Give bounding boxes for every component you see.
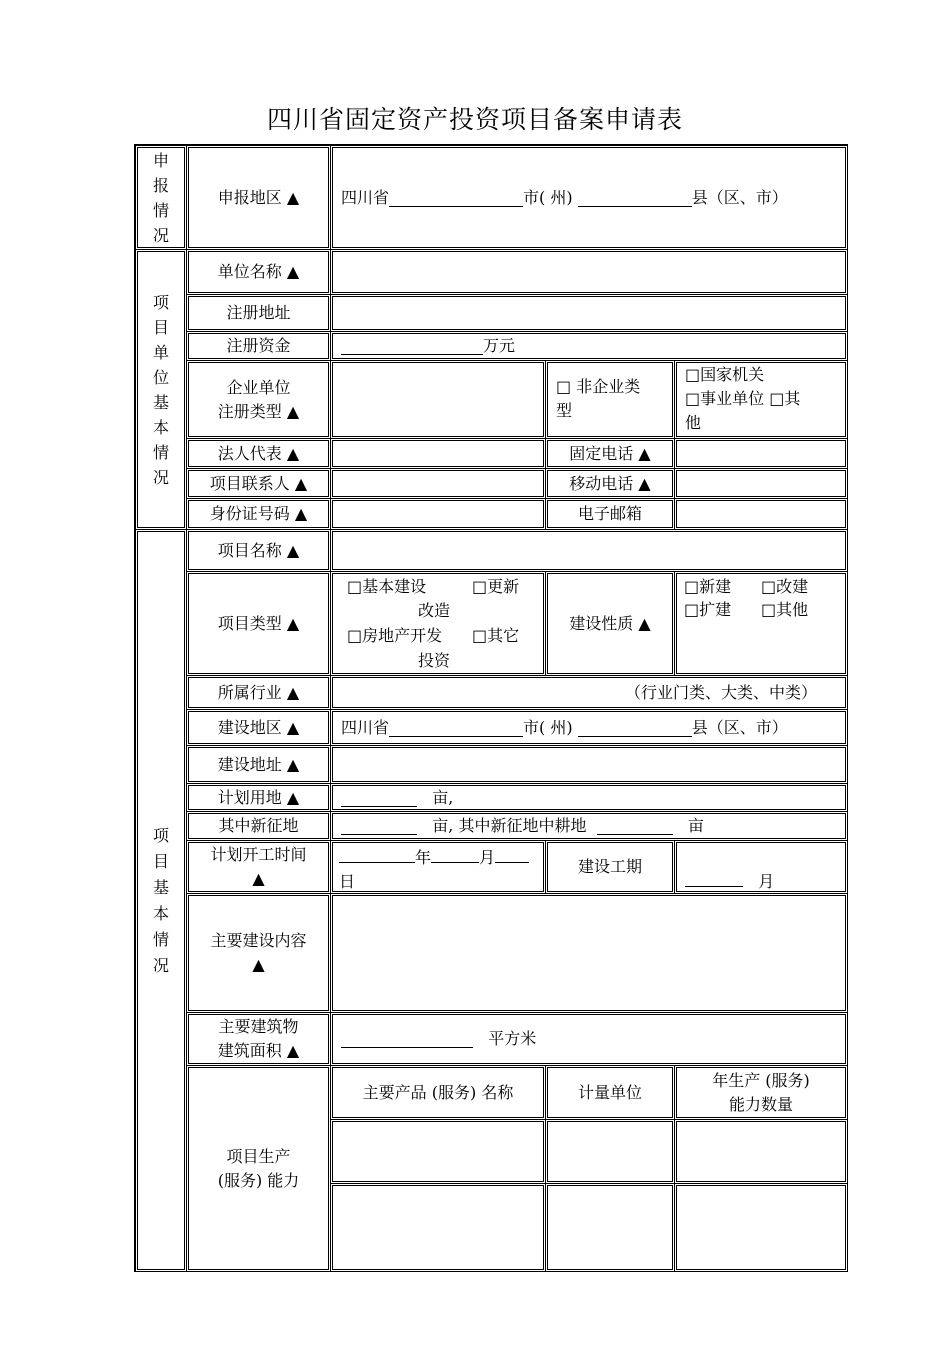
label-mobile: 移动电话 ▲	[545, 468, 675, 499]
option-real-estate[interactable]: □房地产开发	[347, 626, 443, 645]
org-type-options[interactable]: □国家机关 □事业单位 □其 他	[674, 360, 848, 439]
field-mobile[interactable]	[674, 468, 848, 499]
option-expand[interactable]: □扩建	[684, 600, 732, 619]
field-new-land[interactable]: 亩, 其中新征地中耕地 亩	[330, 811, 848, 841]
header-annual-capacity: 年生产 (服务) 能力数量	[674, 1065, 848, 1120]
label-main-content: 主要建设内容 ▲	[186, 893, 331, 1013]
field-industry[interactable]: （行业门类、大类、中类）	[330, 675, 848, 710]
section-unit-info: 项目单位基本情况	[135, 249, 187, 530]
field-email[interactable]	[674, 498, 848, 530]
capacity-row-1-amount[interactable]	[674, 1119, 848, 1184]
option-new-build[interactable]: □新建	[684, 577, 732, 596]
field-build-region[interactable]: 四川省 市( 州) 县（区、市）	[330, 709, 848, 746]
field-building-area[interactable]: 平方米	[330, 1012, 848, 1066]
label-build-period: 建设工期	[545, 840, 675, 894]
label-enterprise-type: 企业单位 注册类型 ▲	[186, 360, 331, 439]
section-declaration: 申报情况	[135, 145, 187, 250]
label-project-type: 项目类型 ▲	[186, 571, 331, 676]
option-basic-construction[interactable]: □基本建设	[347, 577, 427, 596]
page-title: 四川省固定资产投资项目备案申请表	[266, 105, 683, 134]
field-main-content[interactable]	[330, 893, 848, 1013]
option-real-estate-cont: 投资	[418, 651, 451, 670]
option-nature-other[interactable]: □其他	[761, 600, 809, 619]
label-industry: 所属行业 ▲	[186, 675, 331, 710]
field-build-period[interactable]: 月	[674, 840, 848, 894]
field-reg-address[interactable]	[330, 294, 848, 332]
label-reg-address: 注册地址	[186, 294, 331, 332]
option-renovation[interactable]: □更新	[472, 577, 520, 596]
label-id-number: 身份证号码 ▲	[186, 498, 331, 530]
label-build-address: 建设地址 ▲	[186, 745, 331, 784]
capacity-row-2-unit[interactable]	[545, 1183, 675, 1272]
field-id-number[interactable]	[330, 498, 546, 530]
label-planned-land: 计划用地 ▲	[186, 783, 331, 812]
label-start-time: 计划开工时间 ▲	[186, 840, 331, 894]
field-fixed-phone[interactable]	[674, 438, 848, 469]
field-unit-name[interactable]	[330, 249, 848, 295]
field-build-address[interactable]	[330, 745, 848, 784]
label-report-region: 申报地区 ▲	[186, 145, 331, 250]
label-fixed-phone: 固定电话 ▲	[545, 438, 675, 469]
field-planned-land[interactable]: 亩,	[330, 783, 848, 812]
field-reg-capital[interactable]: 万元	[330, 331, 848, 361]
field-report-region[interactable]: 四川省 市( 州) 县（区、市）	[330, 145, 848, 250]
capacity-row-1-product[interactable]	[330, 1119, 546, 1184]
field-contact[interactable]	[330, 468, 546, 499]
label-legal-rep: 法人代表 ▲	[186, 438, 331, 469]
field-start-time[interactable]: 年 月 日	[330, 840, 546, 894]
capacity-row-2-product[interactable]	[330, 1183, 546, 1272]
option-renovation-cont: 改造	[418, 601, 451, 620]
label-building-area: 主要建筑物 建筑面积 ▲	[186, 1012, 331, 1066]
label-reg-capital: 注册资金	[186, 331, 331, 361]
label-build-region: 建设地区 ▲	[186, 709, 331, 746]
field-legal-rep[interactable]	[330, 438, 546, 469]
label-capacity: 项目生产 (服务) 能力	[186, 1065, 331, 1272]
label-email: 电子邮箱	[545, 498, 675, 530]
capacity-row-2-amount[interactable]	[674, 1183, 848, 1272]
field-enterprise-type[interactable]	[330, 360, 546, 439]
header-unit-measure: 计量单位	[545, 1065, 675, 1120]
option-other[interactable]: □其它	[472, 626, 520, 645]
label-construction-nature: 建设性质 ▲	[545, 571, 675, 676]
field-project-name[interactable]	[330, 529, 848, 572]
label-new-land: 其中新征地	[186, 811, 331, 841]
header-product-name: 主要产品 (服务) 名称	[330, 1065, 546, 1120]
label-project-name: 项目名称 ▲	[186, 529, 331, 572]
label-contact: 项目联系人 ▲	[186, 468, 331, 499]
label-unit-name: 单位名称 ▲	[186, 249, 331, 295]
checkbox-non-enterprise[interactable]: □ 非企业类 型	[545, 360, 675, 439]
capacity-row-1-unit[interactable]	[545, 1119, 675, 1184]
section-project-info: 项 目 基 本 情 况	[135, 529, 187, 1272]
option-rebuild[interactable]: □改建	[761, 577, 809, 596]
